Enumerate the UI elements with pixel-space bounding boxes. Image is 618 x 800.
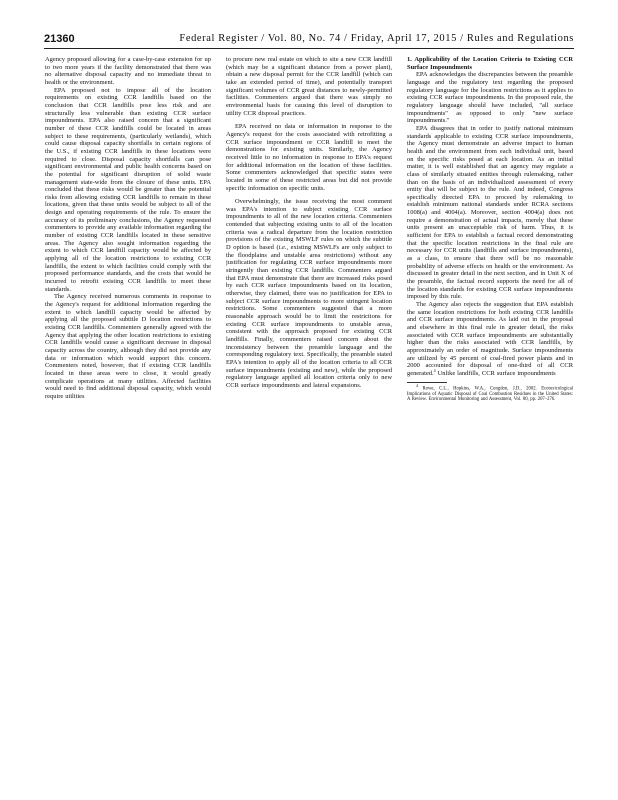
- header-rule: [44, 48, 574, 49]
- column-3: [407, 56, 573, 756]
- footnote: [407, 382, 573, 403]
- running-title: Federal Register / Vol. 80, No. 74 / Friday, April 17, 2015 / Rules and Regulations: [179, 33, 574, 44]
- paragraph: [407, 301, 573, 378]
- text-run: , existing MSWLFs are only subject to the floodplains and unstable area restrictions) without any justification for regulating CCR surface impoundments more stringently than existing CCR landfills. Commenters argued that EPA must demonstrate that there are increased risks posed by each CCR surface impoundments based on its location, otherwise, they claimed, there was no justification for EPA to subject CCR surface impoundments to more stringent location restrictions. Some commenters suggested that a more reasonable approach would be to limit the restrictions for existing CCR surface impoundments to unstable areas, consistent with the approach proposed for existing CCR landfills. Finally, commenters raised concern about the inconsistency between the preamble language and the corresponding regulatory text. Specifically, the preamble stated EPA's intention to apply all of the location criteria to all CCR surface impoundments (existing and new), while the proposed regulatory language applied all location criteria only to new CCR surface impoundments and lateral expansions.: [226, 244, 392, 389]
- paragraph: to procure new real estate on which to site a new CCR landfill (which may be a significant distance from a power plant), obtain a new disposal permit for the CCR landfill (which can take an extended period of time), and potentially transport significant volumes of CCR great distances to newly-permitted facilities. Commenters argued that there was simply no environmental basis for causing this level of disruption to utility CCR disposal practices.: [226, 56, 392, 117]
- abbrev-ie: i.e.: [278, 244, 287, 252]
- footnote-text: Rowe, C.L., Hopkins, W.A., Congdon, J.D., 2002. Ecotoxicological Implications of Aquatic Disposal of Coal Combustion Residues in the United States: A Review. Environmental Monitoring and Assessment, Vol. 80, pp. 207–276.: [407, 386, 573, 403]
- footnote-rule: [407, 382, 447, 383]
- column-1: [45, 56, 211, 756]
- paragraph: The Agency received numerous comments in response to the Agency's request for additional information regarding the extent to which landfill capacity would be affected by applying all the proposed subtitle D location restrictions to existing CCR landfills. Commenters generally agreed with the Agency that applying the other location restrictions to existing CCR landfills would cause a significant decrease in disposal capacity across the country, although they did not provide any data or information which would support this concern. Commenters noted, however, that if existing CCR landfills located in these areas were to close, it would greatly complicate operations at many utilities. Affected facilities would need to find additional disposal capacity, which would require utilities: [45, 293, 211, 400]
- text-run: Unlike landfills, CCR surface impoundments: [435, 369, 556, 377]
- paragraph: Agency proposed allowing for a case-by-case extension for up to two more years if the facility demonstrated that there was no alternative disposal capacity and no immediate threat to health or the environment.: [45, 56, 211, 86]
- footnote-ref[interactable]: 4: [433, 367, 436, 373]
- text-run: Overwhelmingly, the issue receiving the most comment was EPA's intention to subject existing CCR surface impoundments to all of the new location criteria. Commenters contended that subjecting existing units to all of the location criteria was a radical departure from the location restriction provisions of the existing MSWLF rules on which the subtitle D option is based (: [226, 198, 392, 252]
- page-header: [44, 33, 574, 49]
- page-number: 21360: [44, 33, 75, 45]
- paragraph: EPA acknowledges the discrepancies between the preamble language and the regulatory text regarding the proposed regulatory language for the location restrictions as it applies to existing CCR surface impoundments. In the proposed rule, the regulatory language should have included, "all surface impoundments" as opposed to only "new surface impoundments.": [407, 71, 573, 125]
- section-heading: 1. Applicability of the Location Criteria to Existing CCR Surface Impoundments: [407, 56, 573, 71]
- paragraph: EPA received no data or information in response to the Agency's request for the costs associated with retrofitting a CCR surface impoundment or CCR landfill to meet the demonstrations for existing units. Similarly, the Agency received little to no information in response to EPA's request for additional information on the location of these facilities. Some commenters acknowledged that specific states were located in some of these restricted areas but did not provide specific information on specific units.: [226, 123, 392, 192]
- paragraph: EPA disagrees that in order to justify national minimum standards applicable to existing CCR surface impoundments, the Agency must demonstrate an adverse impact to human health and the environment from each individual unit, based on the specific risks posed at each location. As an initial matter, it is well established that an agency may regulate a class of similarly situated entities through rulemaking, rather than on the basis of an individualized assessment of every entity that will be subject to the rule. And indeed, Congress specifically directed EPA to proceed by rulemaking to establish minimum national standards under RCRA sections 1008(a) and 4004(a). Moreover, section 4004(a) does not require a demonstration of actual impacts, merely that these units present an unacceptable risk of harm. Thus, it is sufficient for EPA to establish a factual record demonstrating that the specific location restrictions in the final rule are necessary for CCR units (landfills and surface impoundments), as a class, to ensure that there will be no reasonable probability of adverse effects on health or the environment. As discussed in greater detail in the next section, and in Unit X of the preamble, the factual record supports the need for all of the location standards for existing CCR surface impoundments imposed by this rule.: [407, 124, 573, 301]
- paragraph: EPA proposed not to impose all of the location requirements on existing CCR landfills based on the conclusion that CCR landfills pose less risk and are structurally less vulnerable than existing CCR surface impoundments. EPA also raised concern that a significant number of these CCR landfills could be located in areas subject to these requirements, (particularly wetlands), which could cause disposal capacity shortfalls in certain regions of the U.S., if existing CCR landfills in these locations were required to close. Disposal capacity shortfalls can pose significant environmental and public health concerns based on the potential for significant disruption of solid waste management state-wide from the closure of these units. EPA concluded that these risks would be greater than the potential risks from allowing existing CCR landfills to remain in these locations, given that these units would be subject to all of the design and operating requirements of the rule. To ensure the accuracy of its preliminary conclusions, the Agency requested commenters to provide any available information regarding the number of existing CCR landfills located in these sensitive areas. The Agency also sought information regarding the extent to which CCR landfill capacity would be affected by applying all of the location restrictions to existing CCR landfills, the extent to which facilities could comply with the proposed performance standards, and the costs that would be incurred to retrofit existing CCR landfills to meet these standards.: [45, 86, 211, 293]
- paragraph: [226, 198, 392, 389]
- footnote-mark: 4: [416, 382, 418, 388]
- column-2: [226, 56, 392, 756]
- text-run: The Agency also rejects the suggestion that EPA establish the same location restrictions for both existing CCR landfills and CCR surface impoundments. As laid out in the proposal and elsewhere in this final rule in greater detail, the risks associated with CCR surface impoundments are substantially higher than the risks associated with CCR landfills, by approximately an order of magnitude. Surface impoundments are utilized by 45 percent of coal-fired power plants and in 2000 accounted for disposal of one-third of all CCR generated.: [407, 301, 573, 377]
